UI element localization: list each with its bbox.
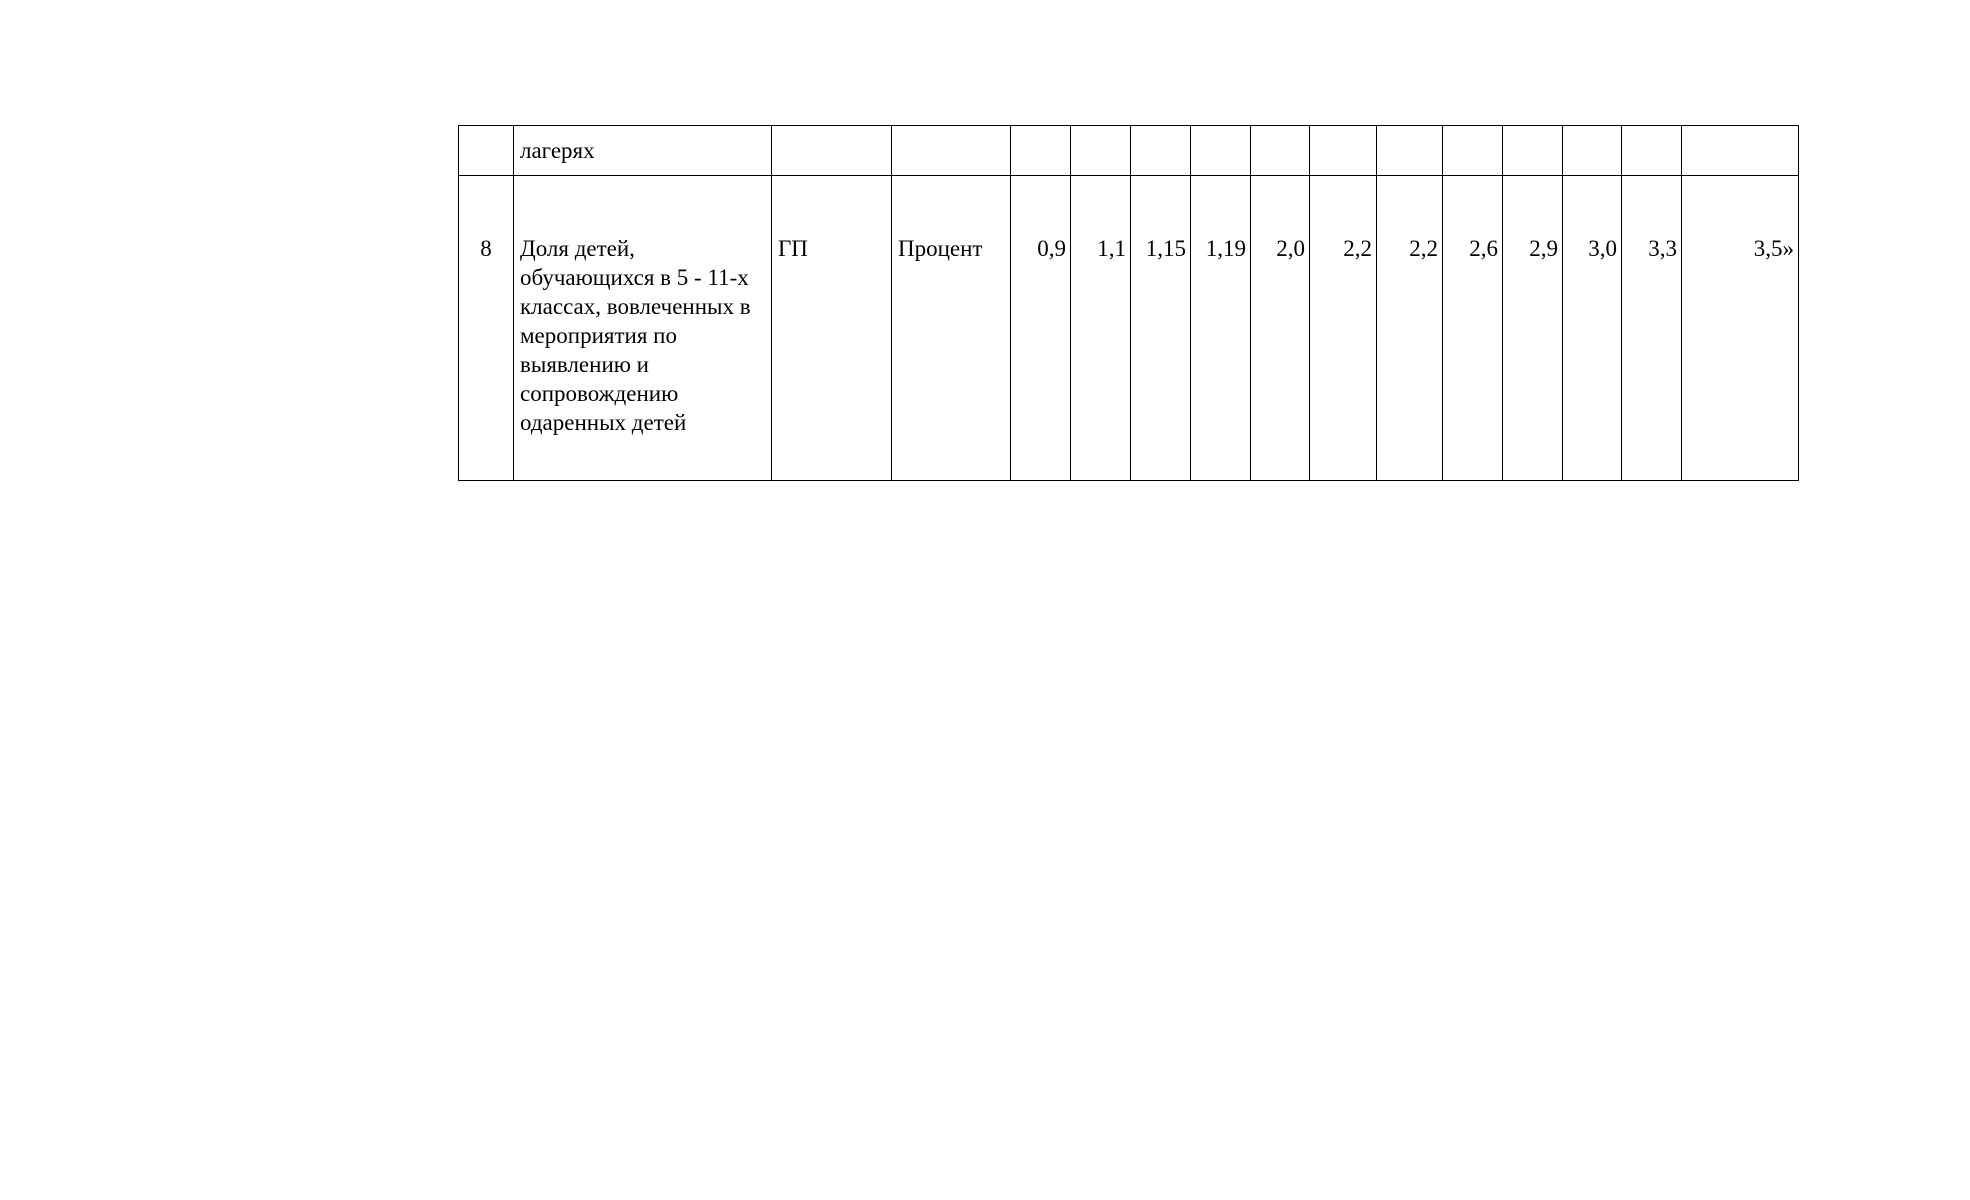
cell-value: 2,2 [1310,176,1377,481]
cell-value [1131,126,1191,176]
cell-value [1251,126,1310,176]
cell-value: 1,1 [1071,176,1131,481]
cell-value: 1,15 [1131,176,1191,481]
cell-value [1377,126,1443,176]
cell-value [1191,126,1251,176]
cell-value: 2,6 [1443,176,1503,481]
cell-value [1682,126,1799,176]
cell-source: ГП [772,176,892,481]
cell-num [459,126,514,176]
cell-value: 3,3 [1622,176,1682,481]
table-row-continuation [459,126,1799,176]
table-row [459,176,1799,481]
cell-value: 2,0 [1251,176,1310,481]
cell-value: 3,5» [1682,176,1799,481]
cell-unit: Процент [892,176,1011,481]
cell-value [1443,126,1503,176]
cell-value [1563,126,1622,176]
cell-num: 8 [459,176,514,481]
cell-name: Доля детей, обучающихся в 5 - 11-х классах, вовлеченных в мероприятия по выявлению и сопровождению одаренных детей [514,176,772,481]
cell-value: 3,0 [1563,176,1622,481]
cell-name: лагерях [514,126,772,176]
cell-value [1622,126,1682,176]
cell-value: 1,19 [1191,176,1251,481]
indicator-table [458,125,1799,481]
cell-value: 0,9 [1011,176,1071,481]
cell-source [772,126,892,176]
cell-value [1011,126,1071,176]
cell-value: 2,9 [1503,176,1563,481]
cell-value [1071,126,1131,176]
cell-value [1310,126,1377,176]
cell-value: 2,2 [1377,176,1443,481]
cell-value [1503,126,1563,176]
cell-unit [892,126,1011,176]
